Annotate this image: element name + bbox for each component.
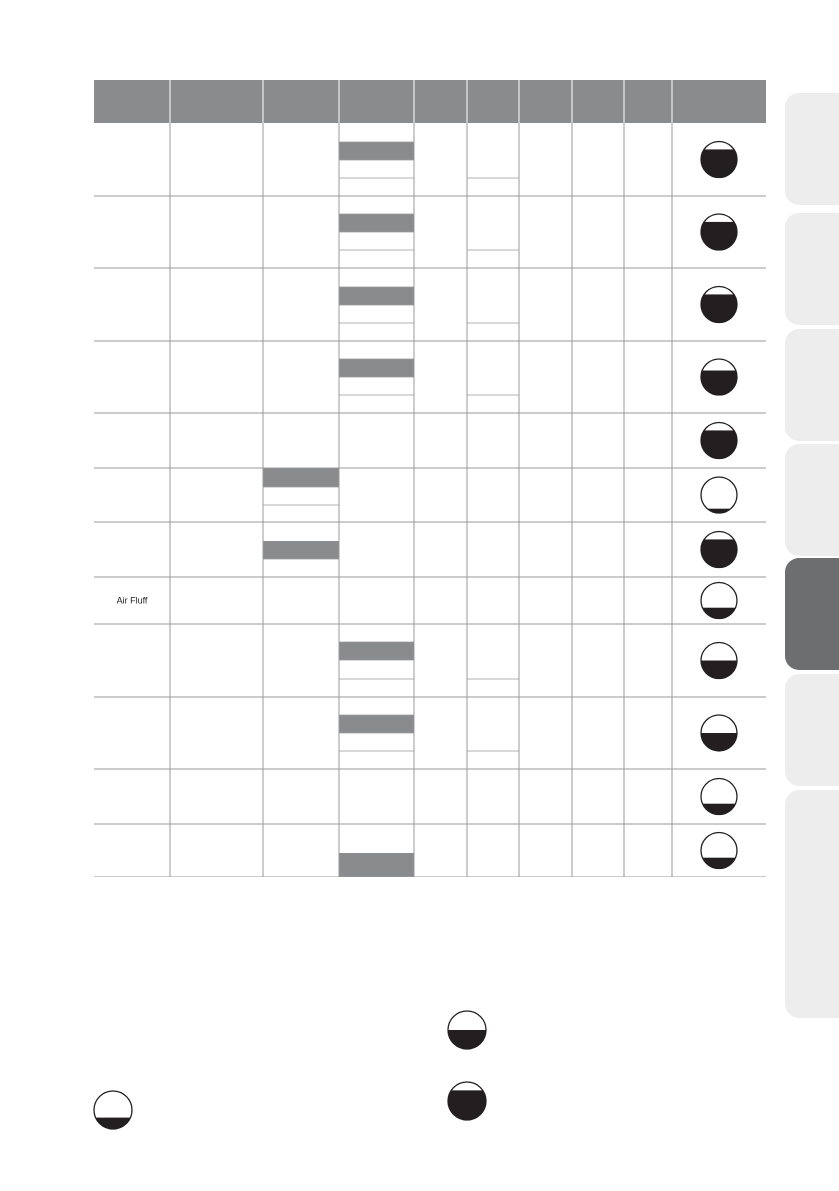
shaded-cell: [339, 642, 414, 660]
shaded-cell: [339, 142, 414, 160]
section-tab-6[interactable]: [785, 674, 839, 786]
load-level-icon: [701, 833, 737, 869]
load-level-icon: [701, 287, 737, 323]
load-level-icon: [701, 715, 737, 751]
load-level-icon: [701, 477, 737, 513]
load-level-icon: [701, 643, 737, 679]
legend-level-icon: [94, 1091, 132, 1129]
section-tab-7[interactable]: [785, 790, 839, 1018]
side-tab-bar: [785, 93, 839, 1018]
load-level-icon: [701, 142, 737, 178]
legend-level-icon: [448, 1082, 486, 1120]
load-level-icon: [701, 583, 737, 619]
shaded-cell: [339, 359, 414, 377]
shaded-cell: [263, 541, 339, 559]
section-tab-4[interactable]: [785, 444, 839, 556]
row-name: Air Fluff: [116, 595, 148, 606]
load-level-icon: [701, 214, 737, 250]
load-level-icon: [701, 779, 737, 815]
section-tab-2[interactable]: [785, 213, 839, 325]
load-level-icon: [701, 423, 737, 459]
shaded-cell: [339, 853, 414, 877]
shaded-cell: [339, 214, 414, 232]
section-tab-1[interactable]: [785, 93, 839, 205]
table-header: [94, 80, 766, 123]
section-tab-5[interactable]: [785, 558, 839, 670]
shaded-cell: [339, 287, 414, 305]
shaded-cell: [339, 715, 414, 733]
legend-level-icon: [448, 1011, 486, 1049]
load-level-icon: [701, 532, 737, 568]
program-table: [94, 80, 766, 877]
section-tab-3[interactable]: [785, 329, 839, 441]
shaded-cell: [263, 468, 339, 487]
load-level-icon: [701, 359, 737, 395]
